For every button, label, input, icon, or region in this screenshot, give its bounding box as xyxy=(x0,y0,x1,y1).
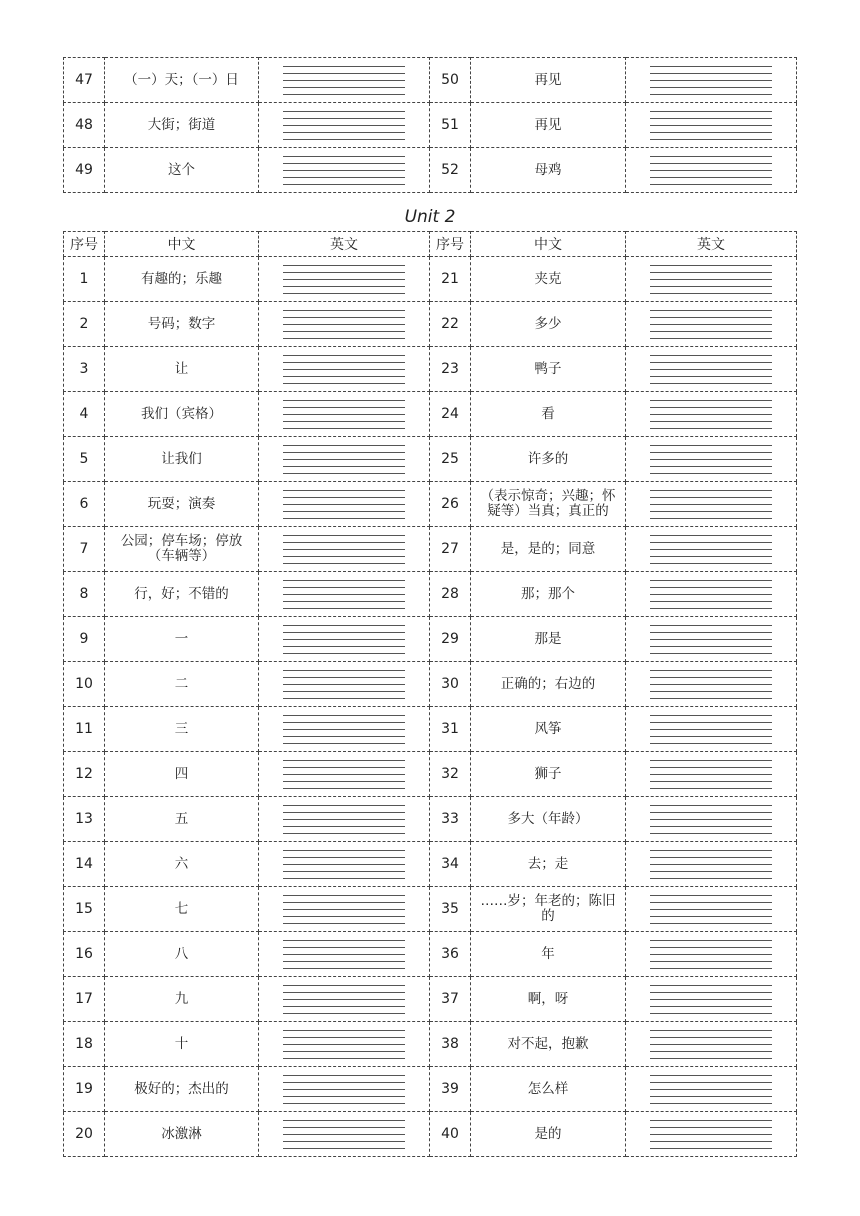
english-answer-cell[interactable] xyxy=(259,887,430,932)
english-answer-cell[interactable] xyxy=(626,887,797,932)
header-chinese: 中文 xyxy=(105,232,259,257)
table-row xyxy=(64,707,797,752)
writing-lines[interactable] xyxy=(283,1075,405,1104)
writing-lines[interactable] xyxy=(283,850,405,879)
item-number: 3 xyxy=(64,347,105,392)
table-row xyxy=(64,977,797,1022)
english-answer-cell[interactable] xyxy=(259,527,430,572)
chinese-meaning: 大街；街道 xyxy=(105,103,259,148)
writing-lines[interactable] xyxy=(283,715,405,744)
english-answer-cell[interactable] xyxy=(259,572,430,617)
english-answer-cell[interactable] xyxy=(626,707,797,752)
table-row xyxy=(64,617,797,662)
english-answer-cell[interactable] xyxy=(626,347,797,392)
chinese-meaning: 这个 xyxy=(105,148,259,193)
writing-lines[interactable] xyxy=(650,310,772,339)
english-answer-cell[interactable] xyxy=(626,148,797,193)
writing-lines[interactable] xyxy=(283,1120,405,1149)
english-answer-cell[interactable] xyxy=(259,797,430,842)
english-answer-cell[interactable] xyxy=(259,752,430,797)
table-row xyxy=(64,1112,797,1157)
writing-lines[interactable] xyxy=(283,625,405,654)
chinese-meaning: 四 xyxy=(105,752,259,797)
chinese-meaning: 那是 xyxy=(471,617,626,662)
english-answer-cell[interactable] xyxy=(626,617,797,662)
header-index: 序号 xyxy=(430,232,471,257)
chinese-meaning: 有趣的；乐趣 xyxy=(105,257,259,302)
writing-lines[interactable] xyxy=(650,66,772,95)
item-number: 7 xyxy=(64,527,105,572)
english-answer-cell[interactable] xyxy=(626,437,797,482)
chinese-meaning: 再见 xyxy=(471,103,626,148)
table-row xyxy=(64,148,797,193)
item-number: 28 xyxy=(430,572,471,617)
item-number: 37 xyxy=(430,977,471,1022)
item-number: 47 xyxy=(64,58,105,103)
english-answer-cell[interactable] xyxy=(259,103,430,148)
english-answer-cell[interactable] xyxy=(259,1067,430,1112)
table-row xyxy=(64,662,797,707)
table-row xyxy=(64,302,797,347)
item-number: 9 xyxy=(64,617,105,662)
chinese-meaning: 是的 xyxy=(471,1112,626,1157)
english-answer-cell[interactable] xyxy=(626,482,797,527)
writing-lines[interactable] xyxy=(283,535,405,564)
chinese-meaning: （表示惊奇；兴趣；怀疑等）当真；真正的 xyxy=(471,482,626,527)
writing-lines[interactable] xyxy=(650,156,772,185)
chinese-meaning: 母鸡 xyxy=(471,148,626,193)
item-number: 16 xyxy=(64,932,105,977)
chinese-meaning: 玩耍；演奏 xyxy=(105,482,259,527)
chinese-meaning: 看 xyxy=(471,392,626,437)
item-number: 51 xyxy=(430,103,471,148)
writing-lines[interactable] xyxy=(283,445,405,474)
item-number: 36 xyxy=(430,932,471,977)
chinese-meaning: 五 xyxy=(105,797,259,842)
writing-lines[interactable] xyxy=(283,310,405,339)
item-number: 10 xyxy=(64,662,105,707)
english-answer-cell[interactable] xyxy=(626,302,797,347)
english-answer-cell[interactable] xyxy=(259,842,430,887)
writing-lines[interactable] xyxy=(650,895,772,924)
table-row xyxy=(64,887,797,932)
item-number: 48 xyxy=(64,103,105,148)
english-answer-cell[interactable] xyxy=(626,1022,797,1067)
english-answer-cell[interactable] xyxy=(259,662,430,707)
chinese-meaning: 八 xyxy=(105,932,259,977)
writing-lines[interactable] xyxy=(283,355,405,384)
chinese-meaning: 年 xyxy=(471,932,626,977)
chinese-meaning: （一）天；（一）日 xyxy=(105,58,259,103)
english-answer-cell[interactable] xyxy=(626,572,797,617)
table-row xyxy=(64,103,797,148)
table-row xyxy=(64,527,797,572)
item-number: 17 xyxy=(64,977,105,1022)
chinese-meaning: 风筝 xyxy=(471,707,626,752)
table-row xyxy=(64,752,797,797)
english-answer-cell[interactable] xyxy=(626,662,797,707)
item-number: 49 xyxy=(64,148,105,193)
english-answer-cell[interactable] xyxy=(626,103,797,148)
writing-lines[interactable] xyxy=(283,760,405,789)
item-number: 13 xyxy=(64,797,105,842)
header-row xyxy=(64,232,797,257)
table-row xyxy=(64,482,797,527)
item-number: 24 xyxy=(430,392,471,437)
chinese-meaning: 九 xyxy=(105,977,259,1022)
table-row xyxy=(64,58,797,103)
table-row xyxy=(64,572,797,617)
english-answer-cell[interactable] xyxy=(259,707,430,752)
item-number: 1 xyxy=(64,257,105,302)
header-english: 英文 xyxy=(626,232,797,257)
english-answer-cell[interactable] xyxy=(259,437,430,482)
writing-lines[interactable] xyxy=(650,355,772,384)
writing-lines[interactable] xyxy=(283,985,405,1014)
chinese-meaning: 是，是的；同意 xyxy=(471,527,626,572)
chinese-meaning: 去；走 xyxy=(471,842,626,887)
writing-lines[interactable] xyxy=(283,670,405,699)
item-number: 11 xyxy=(64,707,105,752)
english-answer-cell[interactable] xyxy=(626,257,797,302)
english-answer-cell[interactable] xyxy=(626,797,797,842)
writing-lines[interactable] xyxy=(650,1075,772,1104)
english-answer-cell[interactable] xyxy=(259,977,430,1022)
item-number: 19 xyxy=(64,1067,105,1112)
english-answer-cell[interactable] xyxy=(259,617,430,662)
item-number: 12 xyxy=(64,752,105,797)
writing-lines[interactable] xyxy=(283,805,405,834)
chinese-meaning: 夹克 xyxy=(471,257,626,302)
chinese-meaning: 正确的；右边的 xyxy=(471,662,626,707)
chinese-meaning: 啊，呀 xyxy=(471,977,626,1022)
english-answer-cell[interactable] xyxy=(626,752,797,797)
writing-lines[interactable] xyxy=(650,625,772,654)
chinese-meaning: ……岁；年老的；陈旧的 xyxy=(471,887,626,932)
item-number: 34 xyxy=(430,842,471,887)
english-answer-cell[interactable] xyxy=(626,58,797,103)
chinese-meaning: 七 xyxy=(105,887,259,932)
writing-lines[interactable] xyxy=(650,1030,772,1059)
item-number: 6 xyxy=(64,482,105,527)
chinese-meaning: 让我们 xyxy=(105,437,259,482)
writing-lines[interactable] xyxy=(650,760,772,789)
writing-lines[interactable] xyxy=(650,111,772,140)
english-answer-cell[interactable] xyxy=(626,527,797,572)
chinese-meaning: 六 xyxy=(105,842,259,887)
unit1-continued-table xyxy=(63,57,797,193)
item-number: 27 xyxy=(430,527,471,572)
chinese-meaning: 让 xyxy=(105,347,259,392)
table-row xyxy=(64,392,797,437)
item-number: 23 xyxy=(430,347,471,392)
writing-lines[interactable] xyxy=(650,715,772,744)
writing-lines[interactable] xyxy=(283,111,405,140)
chinese-meaning: 我们（宾格） xyxy=(105,392,259,437)
writing-lines[interactable] xyxy=(650,805,772,834)
english-answer-cell[interactable] xyxy=(259,1022,430,1067)
table-row xyxy=(64,257,797,302)
writing-lines[interactable] xyxy=(283,1030,405,1059)
table-row xyxy=(64,932,797,977)
english-answer-cell[interactable] xyxy=(626,932,797,977)
item-number: 14 xyxy=(64,842,105,887)
item-number: 40 xyxy=(430,1112,471,1157)
writing-lines[interactable] xyxy=(650,985,772,1014)
english-answer-cell[interactable] xyxy=(259,482,430,527)
item-number: 30 xyxy=(430,662,471,707)
english-answer-cell[interactable] xyxy=(259,932,430,977)
writing-lines[interactable] xyxy=(650,445,772,474)
item-number: 33 xyxy=(430,797,471,842)
chinese-meaning: 怎么样 xyxy=(471,1067,626,1112)
writing-lines[interactable] xyxy=(283,156,405,185)
writing-lines[interactable] xyxy=(283,580,405,609)
chinese-meaning: 对不起，抱歉 xyxy=(471,1022,626,1067)
writing-lines[interactable] xyxy=(650,535,772,564)
table-row xyxy=(64,437,797,482)
item-number: 4 xyxy=(64,392,105,437)
table-row xyxy=(64,797,797,842)
writing-lines[interactable] xyxy=(650,265,772,294)
english-answer-cell[interactable] xyxy=(259,1112,430,1157)
header-english: 英文 xyxy=(259,232,430,257)
chinese-meaning: 许多的 xyxy=(471,437,626,482)
item-number: 52 xyxy=(430,148,471,193)
writing-lines[interactable] xyxy=(283,940,405,969)
item-number: 5 xyxy=(64,437,105,482)
chinese-meaning: 鸭子 xyxy=(471,347,626,392)
writing-lines[interactable] xyxy=(283,490,405,519)
chinese-meaning: 极好的；杰出的 xyxy=(105,1067,259,1112)
item-number: 39 xyxy=(430,1067,471,1112)
item-number: 22 xyxy=(430,302,471,347)
writing-lines[interactable] xyxy=(650,1120,772,1149)
english-answer-cell[interactable] xyxy=(626,1112,797,1157)
english-answer-cell[interactable] xyxy=(259,58,430,103)
item-number: 50 xyxy=(430,58,471,103)
item-number: 25 xyxy=(430,437,471,482)
unit2-vocab-table xyxy=(63,231,797,1157)
chinese-meaning: 公园；停车场；停放（车辆等） xyxy=(105,527,259,572)
writing-lines[interactable] xyxy=(650,580,772,609)
chinese-meaning: 狮子 xyxy=(471,752,626,797)
english-answer-cell[interactable] xyxy=(259,257,430,302)
table-row xyxy=(64,1022,797,1067)
english-answer-cell[interactable] xyxy=(626,842,797,887)
item-number: 32 xyxy=(430,752,471,797)
item-number: 18 xyxy=(64,1022,105,1067)
unit2-title: Unit 2 xyxy=(404,207,456,227)
writing-lines[interactable] xyxy=(650,670,772,699)
item-number: 20 xyxy=(64,1112,105,1157)
english-answer-cell[interactable] xyxy=(259,347,430,392)
item-number: 31 xyxy=(430,707,471,752)
item-number: 35 xyxy=(430,887,471,932)
chinese-meaning: 三 xyxy=(105,707,259,752)
writing-lines[interactable] xyxy=(283,265,405,294)
table-row xyxy=(64,842,797,887)
table-row xyxy=(64,347,797,392)
writing-lines[interactable] xyxy=(283,66,405,95)
header-index: 序号 xyxy=(64,232,105,257)
english-answer-cell[interactable] xyxy=(626,1067,797,1112)
header-chinese: 中文 xyxy=(471,232,626,257)
writing-lines[interactable] xyxy=(650,850,772,879)
chinese-meaning: 多少 xyxy=(471,302,626,347)
chinese-meaning: 冰激淋 xyxy=(105,1112,259,1157)
writing-lines[interactable] xyxy=(283,400,405,429)
item-number: 2 xyxy=(64,302,105,347)
chinese-meaning: 号码；数字 xyxy=(105,302,259,347)
writing-lines[interactable] xyxy=(650,490,772,519)
chinese-meaning: 二 xyxy=(105,662,259,707)
item-number: 38 xyxy=(430,1022,471,1067)
item-number: 8 xyxy=(64,572,105,617)
item-number: 15 xyxy=(64,887,105,932)
chinese-meaning: 多大（年龄） xyxy=(471,797,626,842)
item-number: 29 xyxy=(430,617,471,662)
writing-lines[interactable] xyxy=(650,400,772,429)
item-number: 21 xyxy=(430,257,471,302)
chinese-meaning: 再见 xyxy=(471,58,626,103)
writing-lines[interactable] xyxy=(650,940,772,969)
english-answer-cell[interactable] xyxy=(626,977,797,1022)
item-number: 26 xyxy=(430,482,471,527)
english-answer-cell[interactable] xyxy=(259,392,430,437)
chinese-meaning: 行，好；不错的 xyxy=(105,572,259,617)
english-answer-cell[interactable] xyxy=(259,302,430,347)
chinese-meaning: 一 xyxy=(105,617,259,662)
table-row xyxy=(64,1067,797,1112)
writing-lines[interactable] xyxy=(283,895,405,924)
english-answer-cell[interactable] xyxy=(626,392,797,437)
english-answer-cell[interactable] xyxy=(259,148,430,193)
chinese-meaning: 那；那个 xyxy=(471,572,626,617)
chinese-meaning: 十 xyxy=(105,1022,259,1067)
